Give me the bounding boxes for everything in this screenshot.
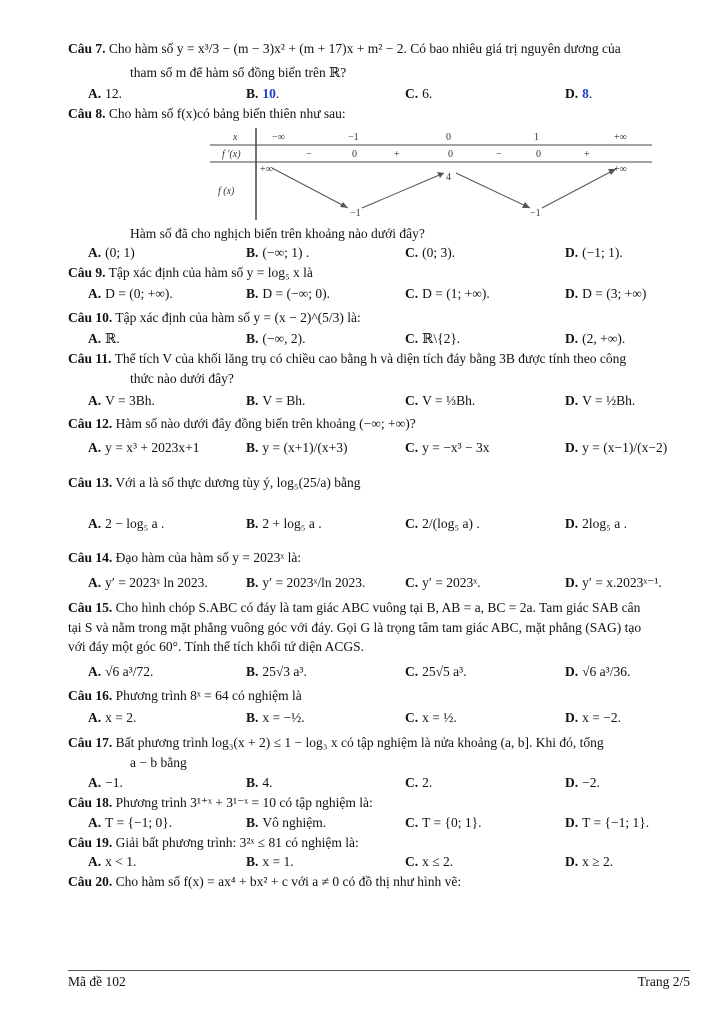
question-7-options [88, 84, 708, 103]
option-c: C. 6. [405, 86, 433, 101]
option-d: D. D = (3; +∞) [565, 286, 647, 301]
question-text: tại S và nằm trong mặt phẳng vuông góc với đáy. Gọi G là trọng tâm tam giác ABC, mặt phẳng (SAG) tạo [68, 620, 642, 635]
option-d: D. x = −2. [565, 710, 621, 725]
option-d: D. V = ½Bh. [565, 393, 636, 408]
sign: + [584, 149, 590, 160]
question-10-options [88, 329, 708, 348]
question-text: Phương trình 8ˣ = 64 có nghiệm là [115, 688, 302, 703]
option-c: C. 25√5 a³. [405, 664, 467, 679]
option-b: B. (−∞, 2). [246, 331, 306, 346]
arrow-up [542, 169, 616, 208]
option-a: A. y′ = 2023ˣ ln 2023. [88, 575, 208, 590]
sign: 0 [352, 149, 357, 160]
question-text: với đáy một góc 60°. Tính thể tích khối tứ diện ACGS. [68, 639, 364, 654]
option-d: D. (−1; 1). [565, 245, 623, 260]
question-number: Câu 17. [68, 735, 113, 750]
question-15 [68, 598, 705, 617]
option-a: A. √6 a³/72. [88, 664, 154, 679]
option-d: D. 2log₅ a . [565, 516, 627, 531]
question-7 [68, 39, 705, 58]
option-a: A. x = 2. [88, 710, 137, 725]
question-text: Hàm số đã cho nghịch biến trên khoảng nào dưới đây? [130, 226, 425, 241]
fprime-label: f ′(x) [222, 149, 241, 160]
arrow-up [362, 173, 444, 208]
variation-table [200, 128, 655, 220]
question-number: Câu 10. [68, 310, 113, 325]
option-a: A. V = 3Bh. [88, 393, 155, 408]
option-c: C. x ≤ 2. [405, 854, 454, 869]
question-number: Câu 18. [68, 795, 113, 810]
option-c: C. 2/(log₅ a) . [405, 516, 480, 531]
question-7-continued [68, 63, 705, 82]
sign: 0 [448, 149, 453, 160]
question-text: tham số m để hàm số đồng biến trên ℝ? [130, 65, 347, 80]
question-10 [68, 308, 705, 327]
question-11-options [88, 391, 708, 410]
question-number: Câu 7. [68, 41, 106, 56]
option-c: C. D = (1; +∞). [405, 286, 490, 301]
arrow-down [456, 173, 530, 208]
option-b: B. x = 1. [246, 854, 294, 869]
option-a: A. x < 1. [88, 854, 137, 869]
option-d: D. x ≥ 2. [565, 854, 614, 869]
x-value: 0 [446, 132, 451, 143]
option-b: B. 4. [246, 775, 273, 790]
question-12-options [88, 438, 708, 457]
question-8-options [88, 243, 708, 262]
question-text: Cho hàm số f(x) = ax⁴ + bx² + c với a ≠ 0 có đồ thị như hình vẽ: [115, 874, 462, 889]
option-c: C. T = {0; 1}. [405, 815, 482, 830]
option-b: B. 10. [246, 86, 280, 101]
question-number: Câu 15. [68, 600, 113, 615]
question-text: Tập xác định của hàm số y = log₅ x là [108, 265, 313, 280]
question-number: Câu 19. [68, 835, 113, 850]
question-19-options [88, 852, 708, 871]
question-text: Thể tích V của khối lăng trụ có chiều cao bằng h và diện tích đáy bằng 3B được tính theo công [114, 351, 627, 366]
question-17 [68, 733, 705, 752]
option-b: B. x = −½. [246, 710, 305, 725]
question-14-options [88, 573, 708, 592]
option-a: A. 2 − log₅ a . [88, 516, 165, 531]
question-20 [68, 872, 705, 891]
question-text: Tập xác định của hàm số y = (x − 2)^(5/3) là: [115, 310, 361, 325]
option-c: C. y′ = 2023ˣ. [405, 575, 481, 590]
question-15-options [88, 662, 708, 681]
option-c: C. ℝ\{2}. [405, 331, 461, 346]
option-b: B. V = Bh. [246, 393, 306, 408]
question-13 [68, 473, 705, 492]
question-11-continued [68, 369, 705, 388]
x-value: −∞ [272, 132, 285, 143]
question-number: Câu 12. [68, 416, 113, 431]
question-15-line2 [68, 618, 705, 637]
sign: − [306, 149, 312, 160]
question-text: Hàm số nào dưới đây đồng biến trên khoảng (−∞; +∞)? [115, 416, 416, 431]
question-19 [68, 833, 705, 852]
question-9-options [88, 284, 708, 303]
option-b: B. y = (x+1)/(x+3) [246, 440, 348, 455]
question-text: thức nào dưới đây? [130, 371, 234, 386]
question-text: Bất phương trình log₃(x + 2) ≤ 1 − log₃ x có tập nghiệm là nửa khoảng (a, b]. Khi đó, tổng [115, 735, 604, 750]
sign: − [496, 149, 502, 160]
option-c: C. y = −x³ − 3x [405, 440, 490, 455]
question-14 [68, 548, 705, 567]
option-d: D. y = (x−1)/(x−2) [565, 440, 668, 455]
f-label: f (x) [218, 186, 235, 197]
question-number: Câu 13. [68, 475, 113, 490]
question-16-options [88, 708, 708, 727]
question-18 [68, 793, 705, 812]
question-text: Với a là số thực dương tùy ý, log₅(25/a) bằng [115, 475, 361, 490]
sign: + [394, 149, 400, 160]
f-value: +∞ [614, 164, 627, 175]
f-value: −1 [530, 208, 541, 219]
x-value: 1 [534, 132, 539, 143]
x-label: x [233, 132, 238, 143]
question-17-options [88, 773, 708, 792]
option-a: A. 12. [88, 86, 122, 101]
question-text: Giải bất phương trình: 3²ˣ ≤ 81 có nghiệm là: [115, 835, 359, 850]
option-d: D. √6 a³/36. [565, 664, 631, 679]
question-18-options [88, 813, 708, 832]
question-12 [68, 414, 705, 433]
question-text: Đạo hàm của hàm số y = 2023ˣ là: [115, 550, 302, 565]
question-number: Câu 14. [68, 550, 113, 565]
option-b: B. 2 + log₅ a . [246, 516, 322, 531]
option-d: D. 8. [565, 86, 593, 101]
option-d: D. (2, +∞). [565, 331, 626, 346]
question-text: Cho hàm số y = x³/3 − (m − 3)x² + (m + 17)x + m² − 2. Có bao nhiêu giá trị nguyên dương của [108, 41, 621, 56]
option-b: B. Vô nghiệm. [246, 815, 327, 830]
question-text: a − b bằng [130, 755, 187, 770]
question-number: Câu 9. [68, 265, 106, 280]
option-a: A. D = (0; +∞). [88, 286, 173, 301]
question-8-prompt [68, 224, 705, 243]
question-17-continued [68, 753, 705, 772]
question-number: Câu 16. [68, 688, 113, 703]
option-d: D. −2. [565, 775, 600, 790]
option-c: C. x = ½. [405, 710, 457, 725]
exam-code: Mã đề 102 [68, 974, 126, 989]
sign: 0 [536, 149, 541, 160]
question-number: Câu 11. [68, 351, 112, 366]
question-number: Câu 20. [68, 874, 113, 889]
option-c: C. (0; 3). [405, 245, 456, 260]
page-number: Trang 2/5 [637, 974, 690, 989]
option-b: B. y′ = 2023ˣ/ln 2023. [246, 575, 366, 590]
question-16 [68, 686, 705, 705]
f-value: −1 [350, 208, 361, 219]
option-a: A. ℝ. [88, 331, 120, 346]
question-9 [68, 263, 705, 282]
option-a: A. −1. [88, 775, 123, 790]
arrow-down [272, 168, 348, 208]
option-b: B. (−∞; 1) . [246, 245, 310, 260]
option-d: D. y′ = x.2023ˣ⁻¹. [565, 575, 662, 590]
x-value: −1 [348, 132, 359, 143]
option-a: A. T = {−1; 0}. [88, 815, 173, 830]
question-13-options [88, 514, 708, 533]
question-15-line3 [68, 637, 705, 656]
option-a: A. y = x³ + 2023x+1 [88, 440, 200, 455]
x-value: +∞ [614, 132, 627, 143]
option-b: B. 25√3 a³. [246, 664, 307, 679]
option-b: B. D = (−∞; 0). [246, 286, 330, 301]
question-text: Cho hàm số f(x)có bảng biến thiên như sau: [108, 106, 346, 121]
question-number: Câu 8. [68, 106, 106, 121]
question-11 [68, 349, 705, 368]
f-value: +∞ [260, 164, 273, 175]
question-text: Phương trình 3¹⁺ˣ + 3¹⁻ˣ = 10 có tập nghiệm là: [115, 795, 373, 810]
footer-divider [68, 970, 690, 971]
option-a: A. (0; 1) [88, 245, 135, 260]
option-c: C. 2. [405, 775, 433, 790]
question-text: Cho hình chóp S.ABC có đáy là tam giác ABC vuông tại B, AB = a, BC = 2a. Tam giác SAB cân [115, 600, 641, 615]
f-value: 4 [446, 172, 451, 183]
option-c: C. V = ⅓Bh. [405, 393, 476, 408]
option-d: D. T = {−1; 1}. [565, 815, 650, 830]
question-8 [68, 104, 705, 123]
